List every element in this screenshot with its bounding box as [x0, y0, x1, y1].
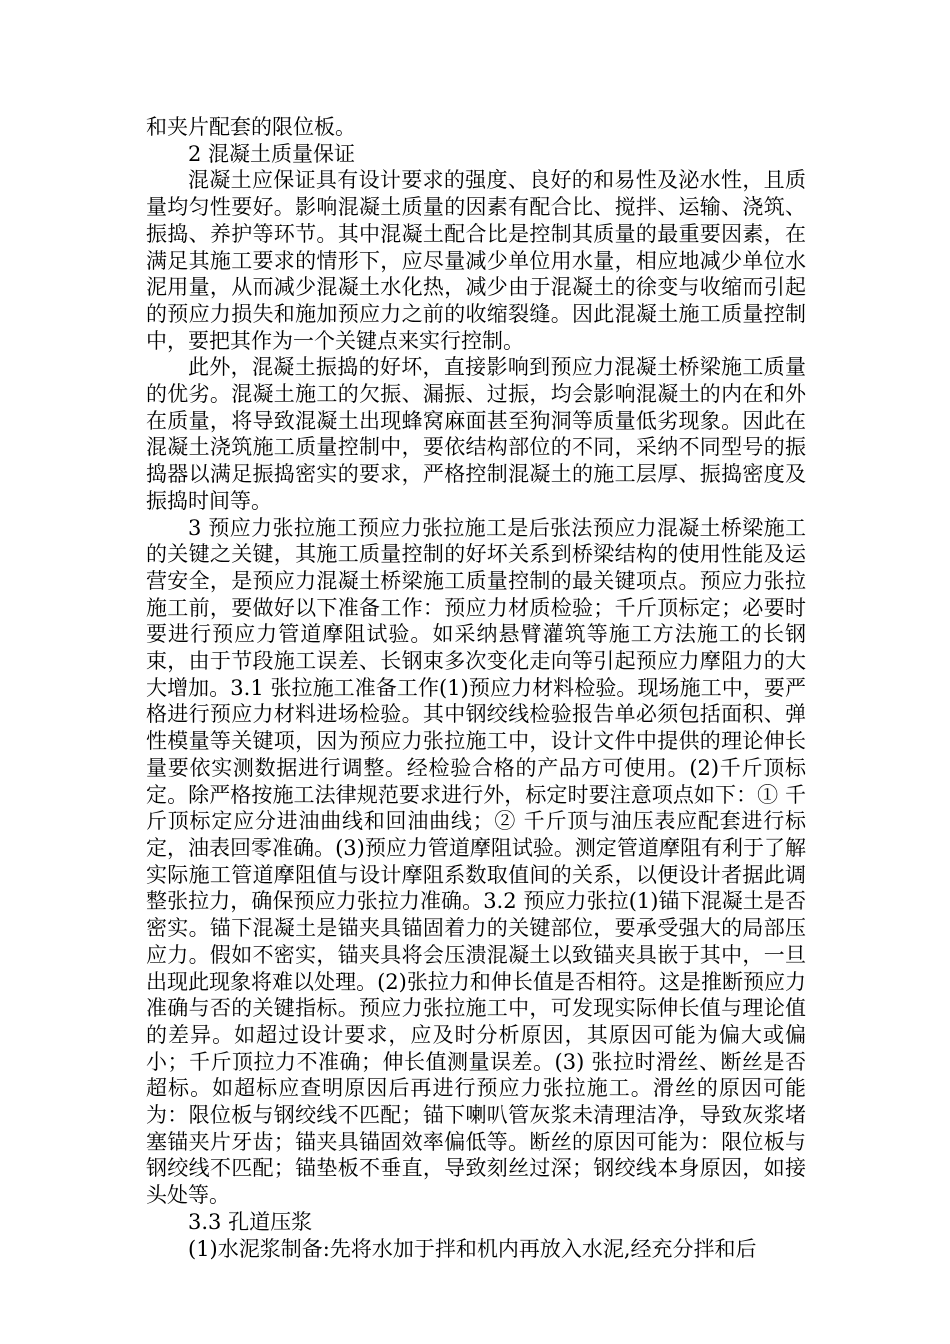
- paragraph-concrete-mix: 混凝土应保证具有设计要求的强度、良好的和易性及泌水性，且质量均匀性要好。影响混凝土质量的因素有配合比、搅拌、运输、浇筑、振捣、养护等环节。其中混凝土配合比是控制其质量的最重要因素，在满足其施工要求的情形下，应尽量减少单位用水量，相应地减少单位水泥用量，从而减少混凝土水化热，减少由于混凝土的徐变与收缩而引起的预应力损失和施加预应力之前的收缩裂缝。因此混凝土施工质量控制中，要把其作为一个关键点来实行控制。: [146, 168, 806, 353]
- document-page: [146, 114, 806, 1262]
- paragraph-prestress-tensioning: 3 预应力张拉施工预应力张拉施工是后张法预应力混凝土桥梁施工的关键之关键，其施工质量控制的好坏关系到桥梁结构的使用性能及运营安全，是预应力混凝土桥梁施工质量控制的最关键项点。预应力张拉施工前，要做好以下准备工作：预应力材质检验；千斤顶标定；必要时要进行预应力管道摩阻试验。如采纳悬臂灌筑等施工方法施工的长钢束，由于节段施工误差、长钢束多次变化走向等引起预应力摩阻力的大大增加。3.1 张拉施工准备工作(1)预应力材料检验。现场施工中，要严格进行预应力材料进场检验。其中钢绞线检验报告单必须包括面积、弹性模量等关键项，因为预应力张拉施工中，设计文件中提供的理论伸长量要依实测数据进行调整。经检验合格的产品方可使用。(2)千斤顶标定。除严格按施工法律规范要求进行外，标定时要注意项点如下：① 千斤顶标定应分进油曲线和回油曲线；② 千斤顶与油压表应配套进行标定，油表回零准确。(3)预应力管道摩阻试验。测定管道摩阻有利于了解实际施工管道摩阻值与设计摩阻系数取值间的关系，以便设计者据此调整张拉力，确保预应力张拉力准确。3.2 预应力张拉(1)锚下混凝土是否密实。锚下混凝土是锚夹具锚固着力的关键部位，要承受强大的局部压应力。假如不密实，锚夹具将会压溃混凝土以致锚夹具嵌于其中，一旦出现此现象将难以处理。(2)张拉力和伸长值是否相符。这是推断预应力准确与否的关键指标。预应力张拉施工中，可发现实际伸长值与理论值的差异。如超过设计要求，应及时分析原因，其原因可能为偏大或偏小；千斤顶拉力不准确；伸长值测量误差。(3) 张拉时滑丝、断丝是否超标。如超标应查明原因后再进行预应力张拉施工。滑丝的原因可能为：限位板与钢绞线不匹配；锚下喇叭管灰浆未清理洁净，导致灰浆堵塞锚夹片牙齿；锚夹具锚固效率偏低等。断丝的原因可能为：限位板与钢绞线不匹配；锚垫板不垂直，导致刻丝过深；钢绞线本身原因，如接头处等。: [146, 515, 806, 1208]
- paragraph-concrete-vibration: 此外，混凝土振捣的好坏，直接影响到预应力混凝土桥梁施工质量的优劣。混凝土施工的欠振、漏振、过振，均会影响混凝土的内在和外在质量，将导致混凝土出现蜂窝麻面甚至狗洞等质量低劣现象。因此在混凝土浇筑施工质量控制中，要依结构部位的不同，采纳不同型号的振捣器以满足振捣密实的要求，严格控制混凝土的施工层厚、振捣密度及振捣时间等。: [146, 355, 806, 513]
- section-heading-duct-grouting: 3.3 孔道压浆: [188, 1209, 313, 1234]
- paragraph-cement-slurry: (1)水泥浆制备:先将水加于拌和机内再放入水泥,经充分拌和后: [188, 1236, 757, 1261]
- section-heading-concrete-quality: 2 混凝土质量保证: [188, 141, 356, 166]
- paragraph-continuation: 和夹片配套的限位板。: [146, 115, 356, 139]
